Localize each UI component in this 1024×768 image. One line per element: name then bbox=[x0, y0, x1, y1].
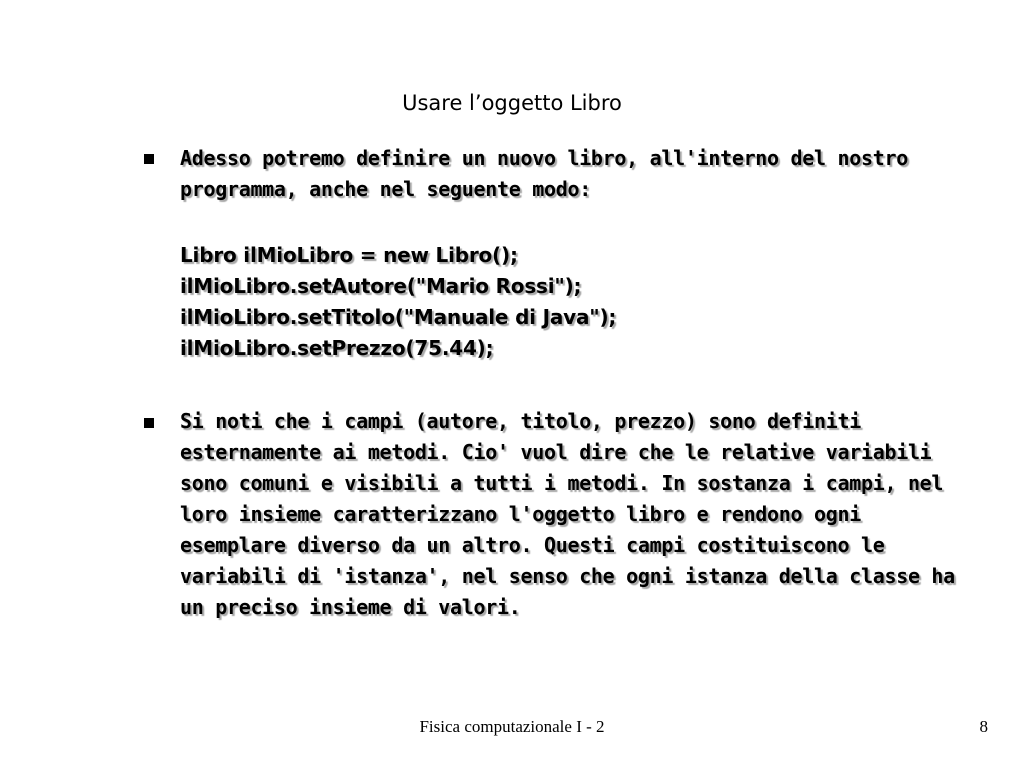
paragraph-line: un preciso insieme di valori. bbox=[180, 595, 521, 619]
code-line: Libro ilMioLibro = new Libro(); bbox=[180, 243, 518, 267]
paragraph-line: Adesso potremo definire un nuovo libro, all'interno del nostro bbox=[180, 146, 908, 170]
page-number: 8 bbox=[979, 717, 988, 736]
bullet-marker-2 bbox=[144, 418, 154, 428]
bullet-paragraph-1 bbox=[180, 143, 980, 205]
slide-title: Usare l’oggetto Libro bbox=[402, 91, 622, 115]
code-line: ilMioLibro.setAutore("Mario Rossi"); bbox=[180, 274, 582, 298]
paragraph-line: esemplare diverso da un altro. Questi campi costituiscono le bbox=[180, 533, 885, 557]
bullet-paragraph-2 bbox=[180, 406, 980, 623]
paragraph-line: sono comuni e visibili a tutti i metodi. In sostanza i campi, nel bbox=[180, 471, 944, 495]
paragraph-line: variabili di 'istanza', nel senso che ogni istanza della classe ha bbox=[180, 564, 955, 588]
bullet-marker-1 bbox=[144, 154, 154, 164]
paragraph-line: loro insieme caratterizzano l'oggetto libro e rendono ogni bbox=[180, 502, 861, 526]
footer-text: Fisica computazionale I - 2 bbox=[419, 717, 605, 736]
paragraph-line: esternamente ai metodi. Cio' vuol dire che le relative variabili bbox=[180, 440, 932, 464]
code-line: ilMioLibro.setTitolo("Manuale di Java"); bbox=[180, 305, 617, 329]
paragraph-line: Si noti che i campi (autore, titolo, prezzo) sono definiti bbox=[180, 409, 861, 433]
paragraph-line: programma, anche nel seguente modo: bbox=[180, 177, 591, 201]
code-line: ilMioLibro.setPrezzo(75.44); bbox=[180, 336, 494, 360]
code-block bbox=[180, 240, 980, 364]
